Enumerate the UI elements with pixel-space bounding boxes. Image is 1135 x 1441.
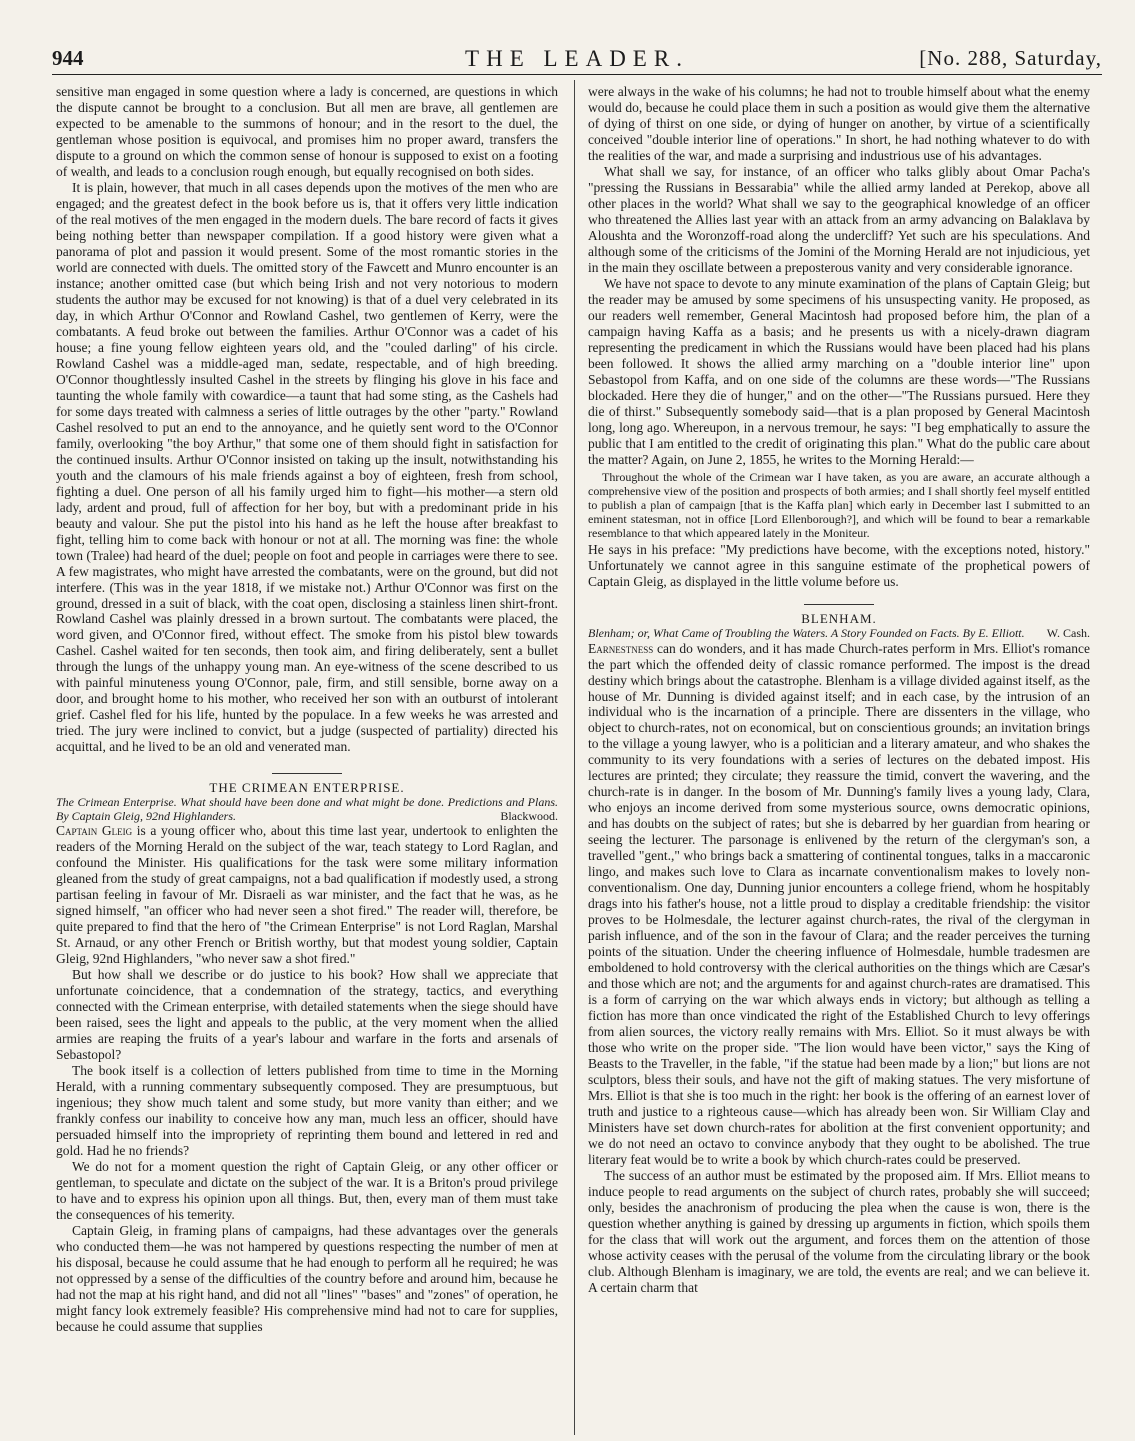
section-divider bbox=[272, 773, 342, 774]
paragraph: What shall we say, for instance, of an officer who talks glibly about Omar Pacha's "pressing the Russians in Bessarabia" while the allied army landed at Perekop, above all other places in the world? What shall we say to the geographical knowledge of an officer who threatened the Allies last year with an attack from an army advancing on Balaklava by Aloushta and the Woronzoff-road along the undercliff? Yet such are his speculations. And although some of the criticisms of the Jomini of the Morning Herald are not injudicious, yet in the main they oscillate between a preposterous vanity and very considerable ignorance. bbox=[588, 163, 1090, 275]
paragraph: Captain Gleig, in framing plans of campaigns, had these advantages over the generals who conducted them—he was not hampered by questions respecting the number of men at his disposal, because he could assume that he had enough to perform all he required; he was not oppressed by a sense of the difficulties of the country before and around him, because he had not the map at his right hand, and did not all "lines" "bases" and "zones" of operation, he might fancy look extremely feasible? His comprehensive mind had not to care for supplies, because he could assume that supplies bbox=[56, 1222, 558, 1334]
book-citation-text: The Crimean Enterprise. What should have been done and what might be done. Predictions and Plans. By Captain Gleig, 92nd Highlanders. bbox=[56, 794, 558, 823]
section-title: THE CRIMEAN ENTERPRISE. bbox=[209, 780, 405, 796]
paragraph-text: is a young officer who, about this time last year, undertook to enlighten the readers of the Morning Herald on the subject of the war, teach stategy to Lord Raglan, and confound the Minister. His qualifications for the task were some military information gleaned from the study of great campaigns, not a bad qualification if modestly used, a strong partisan feeling in favour of Mr. Disraeli as war minister, and the fact that he was, as he signed himself, "an officer who had never seen a shot fired." The reader will, therefore, be quite prepared to find that the hero of "the Crimean Enterprise" is not Lord Raglan, Marshal St. Arnaud, or any other French or British worthy, but that modest young soldier, Captain Gleig, 92nd Highlanders, "who never saw a shot fired." bbox=[56, 823, 558, 967]
paragraph: We have not space to devote to any minute examination of the plans of Captain Gleig; but the reader may be amused by some specimens of his unsuspecting vanity. He proposed, as our readers well remember, General Macintosh had proposed before him, the plan of a campaign having Kaffa as a basis; and he presents us with a nicely-drawn diagram representing the predicament in which the Russians would have been placed had his plans been followed. It shows the allied army marching on a "double interior line" upon Sebastopol from Kaffa, and on one side of the columns are these words—"The Russians blockaded. Here they die of hunger," and on the other—"The Russians pursued. Here they die of thirst." Subsequently somebody said—that is a plan proposed by General Macintosh long, long ago. Whereupon, in a nervous tremour, he says: "I beg emphatically to assure the public that I am entitled to the credit of originating this plan." What do the public care about the matter? Again, on June 2, 1855, he writes to the Morning Herald:— bbox=[588, 275, 1090, 467]
paragraph: He says in his preface: "My predictions have become, with the exceptions noted, history." Unfortunately we cannot agree in this sanguine estimate of the prophetical powers of Captain Gleig, as displayed in the little volume before us. bbox=[588, 542, 1090, 590]
book-citation bbox=[588, 627, 1090, 641]
right-column bbox=[588, 84, 1090, 1434]
paragraph: We do not for a moment question the right of Captain Gleig, or any other officer or gentleman, to speculate and dictate on the subject of the war. It is a Briton's proud privilege to have and to express his opinion upon all things. But, then, every man of them must take the consequences of his temerity. bbox=[56, 1159, 558, 1222]
section-divider bbox=[804, 604, 874, 605]
masthead-title: THE LEADER. bbox=[465, 46, 689, 71]
quote-text: Throughout the whole of the Crimean war I have taken, as you are aware, an accurate although a comprehensive view of the position and prospects of both armies; and I shall shortly feel myself entitled to publish a plan of campaign [that is the Kaffa plan] which early in December last I submitted to an eminent statesman, not in office [Lord Ellenborough?], and which will be found to bear a remarkable resemblance to that which appeared lately in the Moniteur. bbox=[588, 469, 1090, 541]
paragraph: The success of an author must be estimated by the proposed aim. If Mrs. Elliot means to induce people to read arguments on the subject of church rates, probably she will succeed; only, besides the anachronism of producing the plea when the cause is won, there is the question whether anything is gained by dressing up arguments in fiction, which spoils them for the class that will work out the argument, and forces them on the attention of those whose activity ceases with the perusal of the volume from the circulating library or the book club. Although Blenham is imaginary, we are told, the events are real; and we can believe it. A certain charm that bbox=[588, 1168, 1090, 1295]
page-header bbox=[52, 44, 1102, 75]
book-citation-text: Blenham; or, What Came of Troubling the Waters. A Story Founded on Facts. By E. Elliott. bbox=[588, 625, 1025, 640]
block-quote bbox=[588, 470, 1090, 541]
paragraph bbox=[588, 641, 1090, 1168]
publisher: W. Cash. bbox=[1046, 625, 1090, 640]
column-rule bbox=[574, 80, 575, 1435]
left-column bbox=[56, 84, 558, 1434]
paragraph: It is plain, however, that much in all cases depends upon the motives of the men who are engaged; and the greatest defect in the book before us is, that it offers very little indication of the real motives of the men engaged in the modern duels. The bare record of facts it gives being nothing better than newspaper compilation. If a good history were given what a panorama of plot and passion it would present. Some of the most romantic stories in the world are connected with duels. The omitted story of the Fawcett and Munro encounter is an instance; another omitted case (but which being Irish and not very notorious to modern students the author may be excused for not knowing) is that of a duel very celebrated in its day, in which Arthur O'Connor and Rowland Cashel, two gentlemen of Kerry, were the combatants. A feud broke out between the families. Arthur O'Connor was a cadet of his house; a fine young fellow eighteen years old, and the "couled darling" of his circle. Rowland Cashel was a middle-aged man, sedate, respectable, and of high breeding. O'Connor thoughtlessly insulted Cashel in the streets by flinging his glove in his face and taunting the whole family with cowardice—a taunt that had some sting, as the Cashels had for some days treated with calmness a series of little outrages by the other "party." Rowland Cashel resolved to put an end to the annoyance, and he quietly sent word to the O'Connor family, overlooking "the boy Arthur," that some one of them should fight in satisfaction for the continued insults. Arthur O'Connor insisted on taking up the insult, notwithstanding his youth and the clamours of his male friends against a boy of eighteen, fresh from school, fighting a duel. One person of all his family urged him to fight—his mother—a stern old lady, ardent and proud, full of affection for her boy, but with a predominant pride in his beauty and valour. She put the pistol into his hand as he left the house after breakfast to fight, telling him to come back with honour or not at all. The morning was fine: the whole town (Tralee) had heard of the duel; people on foot and people in carriages were there to see. A few magistrates, who might have arrested the combatants, were on the ground, but did not interfere. (This was in the year 1818, if we mistake not.) Arthur O'Connor was first on the ground, dressed in a suit of black, with the coat open, disclosing a stainless linen shirt-front. Rowland Cashel was plainly dressed in a brown surtout. The combatants were placed, the word given, and O'Connor fired, without effect. The smoke from his pistol blew towards Cashel. Cashel waited for ten seconds, then took aim, and firing deliberately, sent a bullet through the lungs of the unhappy young man. An eye-witness of the scene described to us with painful minuteness young O'Connor, pale, firm, and still sensible, borne away on a door, and brought home to his mother, who received her son with an outburst of intolerant grief. Cashel fled for his life, hunted by the populace. In a few weeks he was arrested and tried. The jury were inclined to convict, but a judge (suspected of partiality) directed his acquittal, and he lived to be an old and venerated man. bbox=[56, 179, 558, 755]
paragraph: The book itself is a collection of letters published from time to time in the Morning Herald, with a running commentary subsequently composed. They are presumptuous, but ingenious; they show much talent and some study, but more vanity than either; and we frankly confess our inability to conceive how any man, much less an officer, should have persuaded himself into the impropriety of reprinting them bound and lettered in red and gold. Had he no friends? bbox=[56, 1063, 558, 1159]
lead-words: Earnestness bbox=[588, 640, 654, 656]
paragraph: sensitive man engaged in some question where a lady is concerned, are questions in which the dispute cannot be brought to a conclusion. But all men are brave, all gentlemen are expected to be amenable to the summons of honour; and in the resort to the duel, the gentleman whose position is equivocal, and promises him no proper award, transfers the dispute to a ground on which the common sense of honour is supposed to exist on a footing of wealth, and leads to a conclusion rough enough, but equally recognised on both sides. bbox=[56, 84, 558, 179]
page-number: 944 bbox=[52, 46, 84, 70]
lead-words: Captain Gleig bbox=[56, 823, 133, 839]
issue-date: [No. 288, Saturday, bbox=[919, 46, 1102, 70]
paragraph bbox=[56, 823, 558, 967]
paragraph: But how shall we describe or do justice to his book? How shall we appreciate that unfortunate coincidence, that a condemnation of the strategy, tactics, and everything connected with the Crimean enterprise, with detailed statements when the siege should have been raised, sees the light and appeals to the public, at the very moment when the allied armies are reaping the fruits of a year's labour and warfare in the forts and arsenals of Sebastopol? bbox=[56, 967, 558, 1063]
paragraph-text: can do wonders, and it has made Church-rates perform in Mrs. Elliot's romance the part which the offended deity of classic romance performed. The impost is the dread destiny which brings about the catastrophe. Blenham is a village divided against itself, as the house of Mr. Dunning is divided against itself; and in each case, by the intrusion of an individual who is the incarnation of a principle. There are dissenters in the village, who object to church-rates, not on economical, but on conscientious grounds; an invitation brings to the village a young lawyer, who is a politician and a literary amateur, and who shakes the community to its very foundations with a series of lectures on the debated impost. His lectures are printed; they circulate; they reassure the timid, convert the wavering, and the church-rate is in danger. In the bosom of Mr. Dunning's family lives a young lady, Clara, who enjoys an income derived from some mysterious source, owns democratic opinions, and has doubts on the subject of rates; but she is debarred by her guardian from hearing or seeing the lecturer. The parsonage is enlivened by the return of the clergyman's son, a travelled "gent.," who brings back a smattering of continental tongues, talks in a maccaronic lingo, and makes such love to Clara as incarnate conventionalism makes to lovely non-conventionalism. One day, Dunning junior encounters a college friend, whom he hospitably drags into his father's house, not a little proud to display a creditable friendship: the visitor proves to be Holmesdale, the lecturer against church-rates, the rival of the clergyman in parish influence, and of the son in the favour of Clara; and the reader perceives the turning points of the situation. Under the cheering influence of Holmesdale, humble tradesmen are emboldened to hold controversy with the clerical authorities on the things which are Cæsar's and those which are not; and the arguments for and against church-rates are dramatised. This is a form of carrying on the war which always ends in victory; but although as telling a fiction has more than once vindicated the right of the Established Church to levy offerings from alien sources, the victory really remains with Mrs. Elliot. So it must always be with those who write on the proper side. "The lion would have been victor," says the King of Beasts to the Traveller, in the fable, "if the statue had been made by a lion;" but lions are not sculptors, bless their souls, and have not the gift of making statues. The very misfortune of Mrs. Elliot is that she is too much in the right: her book is the offering of an earnest lover of truth and justice to a righteous cause—which has already been won. Sir William Clay and Ministers have set down church-rates for abolition at the first convenient opportunity; and we do not need an octavo to convince anybody that they ought to be abolished. The true literary feat would be to write a book by which church-rates could be preserved. bbox=[588, 640, 1090, 1168]
paragraph: were always in the wake of his columns; he had not to trouble himself about what the enemy would do, because he could place them in such a position as would give them the alternative of dying of thirst on one side, or dying of hunger on another, by virtue of a scientifically conceived "double interior line of operations." In short, he had nothing whatever to do with the realities of the war, and made a surprising and industrious use of his advantages. bbox=[588, 84, 1090, 163]
section-title: BLENHAM. bbox=[801, 611, 877, 627]
book-citation bbox=[56, 796, 558, 824]
publisher: Blackwood. bbox=[500, 808, 558, 823]
